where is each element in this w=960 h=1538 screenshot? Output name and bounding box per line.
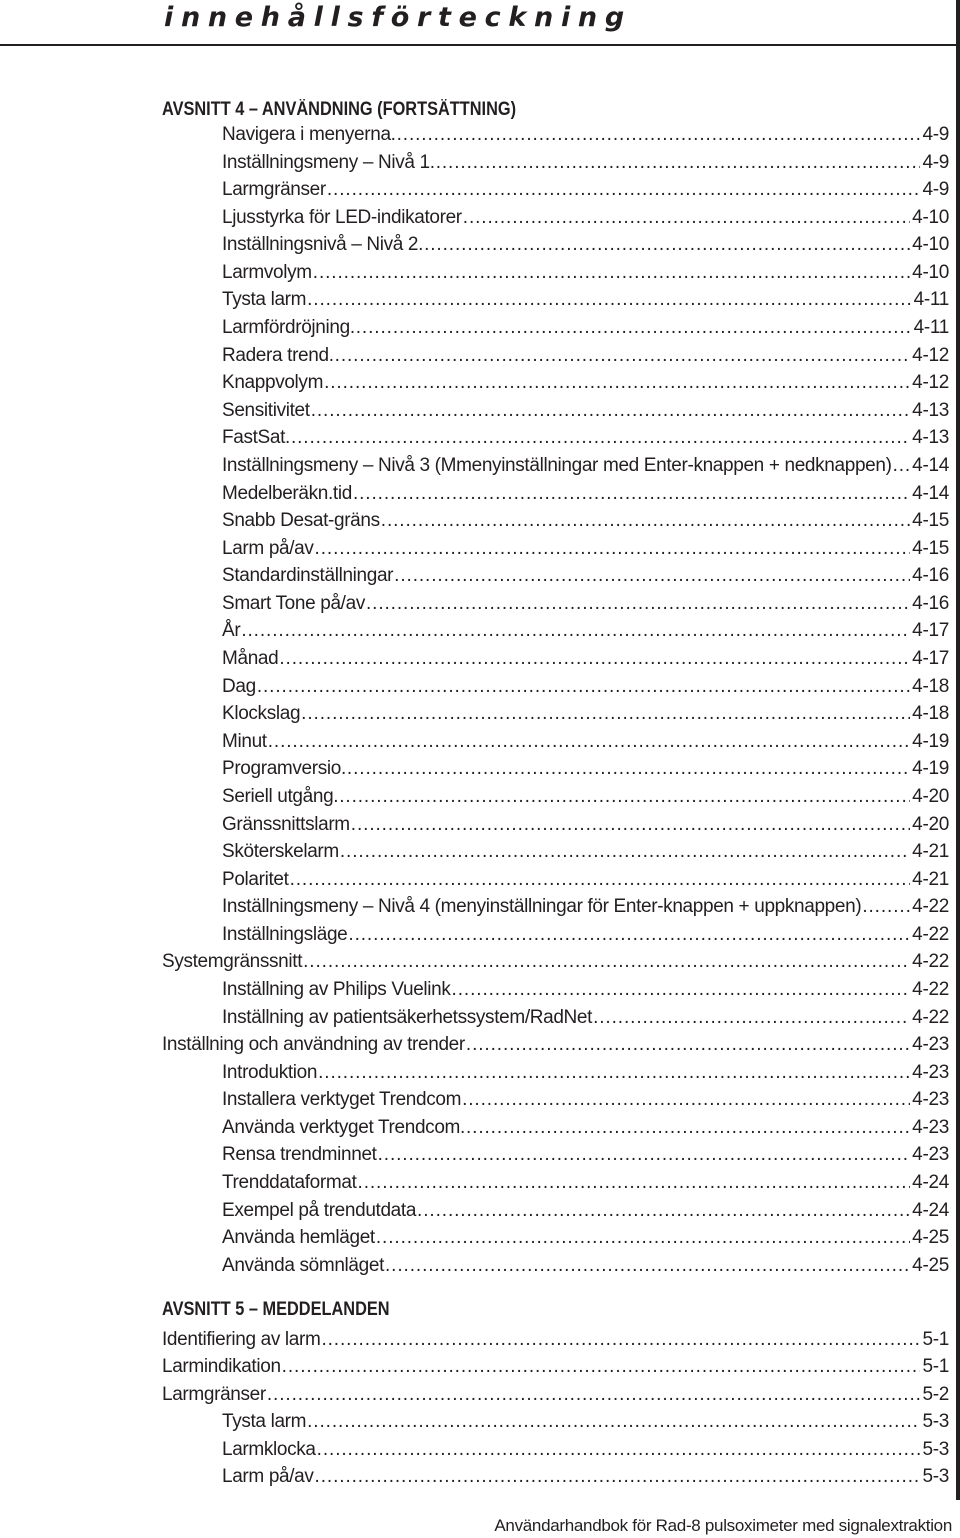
toc-entry-label: Radera trend. [222,344,334,366]
toc-entry-label: Identifiering av larm [162,1329,321,1350]
toc-entry-label: Programversio. [222,758,346,780]
toc-entry-page-number: 4-15 [912,510,949,532]
toc-dot-leader [315,1465,921,1489]
toc-entry[interactable] [222,619,949,643]
toc-dot-leader [356,316,912,340]
toc-entry-page-number: 4-22 [912,923,949,945]
toc-entry-label: Rensa trendminnet [222,1144,377,1166]
toc-entry-label: FastSat. [222,427,290,449]
toc-entry[interactable] [222,399,949,423]
toc-entry-page-number: 4-21 [912,868,949,890]
toc-dot-leader [417,1199,910,1223]
toc-entry-label: Systemgränssnitt [162,951,303,973]
toc-entry[interactable] [222,813,949,837]
header-rule [0,44,960,46]
toc-entry-page-number: 4-22 [912,978,949,1000]
toc-entry[interactable] [222,1254,949,1278]
toc-entry[interactable] [222,261,949,285]
toc-entry-label: Sensitivitet [222,399,310,421]
toc-entry-label: Introduktion [222,1061,318,1083]
toc-entry[interactable] [222,123,949,147]
toc-entry[interactable] [162,950,949,974]
toc-entry[interactable] [222,675,949,699]
toc-dot-leader [267,1383,921,1407]
toc-entry[interactable] [222,757,949,781]
toc-entry[interactable] [222,564,949,588]
toc-entry[interactable] [222,1465,949,1489]
toc-entry-page-number: 4-14 [912,454,949,476]
toc-entry-label: År [222,620,241,642]
toc-entry-page-number: 4-18 [912,703,949,725]
toc-entry-page-number: 5-3 [922,1411,949,1433]
toc-entry-page-number: 4-11 [913,289,949,311]
toc-entry-label: Installera verktyget Trendcom [222,1089,462,1111]
toc-entry-page-number: 5-1 [922,1329,949,1350]
toc-dot-leader [358,1171,911,1195]
toc-entry-page-number: 4-15 [912,537,949,559]
toc-dot-leader [397,123,921,147]
toc-dot-leader [268,730,910,754]
toc-dot-leader [378,1143,911,1167]
toc-entry-page-number: 5-3 [922,1466,949,1487]
toc-entry-page-number: 5-2 [922,1383,949,1405]
toc-entry-page-number: 4-23 [912,1116,949,1138]
toc-entry-label: Polaritet [222,868,289,890]
toc-entry-page-number: 4-22 [912,1006,949,1028]
toc-entry[interactable] [222,482,949,506]
toc-entry[interactable] [222,316,949,340]
toc-entry-page-number: 4-23 [912,1089,949,1111]
toc-entry-label: Larmklocka [222,1438,316,1460]
toc-entry-label: Larmvolym [222,261,312,283]
toc-entry-label: Inställning och användning av trender [162,1034,465,1056]
toc-entry-page-number: 4-22 [912,896,949,918]
toc-entry[interactable] [222,151,949,175]
toc-dot-leader [282,1355,921,1379]
toc-entry-label: Gränssnittslarm [222,813,350,835]
toc-entry-label: Inställningsmeny – Nivå 1. [222,151,435,173]
toc-section-heading: AVSNITT 5 – MEDDELANDEN [162,1299,390,1320]
toc-entry[interactable] [222,206,949,230]
toc-entry-label: Klockslag [222,703,301,725]
toc-entry[interactable] [222,1171,949,1195]
toc-entry-page-number: 4-21 [912,841,949,863]
toc-entry[interactable] [222,344,949,368]
toc-entry[interactable] [222,840,949,864]
toc-dot-leader [279,647,910,671]
toc-entry[interactable] [222,1116,949,1140]
toc-entry-label: Dag [222,675,256,697]
toc-entry-label: Larmindikation [162,1356,281,1378]
toc-entry[interactable] [222,1199,949,1223]
toc-dot-leader [303,950,910,974]
toc-entry[interactable] [162,1355,949,1379]
toc-entry-label: Inställningsmeny – Nivå 4 (menyinställningar för Enter-knappen + uppknappen) [222,896,862,918]
toc-entry-page-number: 4-14 [912,482,949,504]
toc-entry[interactable] [222,454,949,478]
toc-dot-leader [317,1438,921,1462]
toc-entry-page-number: 4-9 [922,151,949,173]
toc-entry-page-number: 4-20 [912,785,949,807]
toc-entry-page-number: 4-25 [912,1227,949,1249]
toc-dot-leader [257,675,910,699]
toc-entry[interactable] [222,426,949,450]
toc-entry-label: Använda sömnläget [222,1254,384,1276]
toc-dot-leader [321,1328,920,1352]
toc-dot-leader [424,233,910,257]
toc-entry-label: Snabb Desat-gräns [222,510,380,532]
toc-entry[interactable] [222,978,949,1002]
toc-entry[interactable] [222,1061,949,1085]
toc-entry[interactable] [222,1410,949,1434]
toc-entry-label: Inställningsläge [222,923,348,945]
toc-entry-page-number: 4-16 [912,592,949,614]
toc-entry-label: Ljusstyrka för LED-indikatorer [222,206,462,228]
toc-dot-leader [311,399,910,423]
toc-dot-leader [466,1116,910,1140]
toc-entry-page-number: 4-9 [922,124,949,145]
toc-entry-label: Standardinställningar [222,565,394,587]
toc-entry-label: Larmfördröjning. [222,317,355,339]
toc-dot-leader [381,509,910,533]
toc-dot-leader [307,288,911,312]
toc-entry-page-number: 4-23 [912,1061,949,1083]
toc-entry-label: Använda hemläget [222,1227,375,1249]
toc-entry-page-number: 4-11 [913,317,949,339]
toc-entry[interactable] [222,1006,949,1030]
toc-dot-leader [593,1006,910,1030]
toc-entry-page-number: 4-10 [912,206,949,228]
toc-entry-label: Sköterskelarm [222,841,339,863]
toc-entry-page-number: 4-16 [912,565,949,587]
toc-entry[interactable] [222,592,949,616]
toc-dot-leader [376,1226,910,1250]
toc-entry-page-number: 4-12 [912,372,949,394]
toc-entry-page-number: 4-23 [912,1144,949,1166]
toc-entry-label: Använda verktyget Trendcom. [222,1116,465,1138]
toc-entry[interactable] [222,702,949,726]
toc-dot-leader [462,1088,910,1112]
toc-section-heading: AVSNITT 4 – ANVÄNDNING (FORTSÄTTNING) [162,99,517,120]
toc-dot-leader [318,1061,910,1085]
toc-entry-page-number: 4-22 [912,951,949,973]
toc-entry-label: Inställningsnivå – Nivå 2. [222,234,424,256]
page-edge-bar [956,0,960,1500]
toc-entry-page-number: 4-17 [912,620,949,642]
toc-entry-page-number: 5-1 [922,1356,949,1378]
toc-dot-leader [241,619,910,643]
toc-dot-leader [862,895,910,919]
toc-entry[interactable] [162,1328,949,1352]
toc-entry[interactable] [222,1088,949,1112]
toc-entry-label: Exempel på trendutdata [222,1199,417,1221]
toc-dot-leader [327,178,921,202]
toc-entry-page-number: 4-23 [912,1034,949,1056]
toc-entry[interactable] [222,647,949,671]
page-footer: Användarhandbok för Rad-8 pulsoximeter med signalextraktion [494,1516,952,1535]
toc-dot-leader [348,923,910,947]
toc-entry-page-number: 5-3 [922,1438,949,1460]
toc-dot-leader [385,1254,910,1278]
toc-entry-label: Larm på/av [222,1466,314,1487]
toc-dot-leader [290,868,911,892]
toc-entry[interactable] [222,1438,949,1462]
toc-entry-label: Larmgränser [162,1383,266,1405]
toc-entry[interactable] [222,1143,949,1167]
toc-dot-leader [339,785,910,809]
toc-dot-leader [466,1033,910,1057]
toc-entry-label: Tysta larm [222,1411,307,1433]
toc-dot-leader [893,454,911,478]
toc-entry-label: Knappvolym [222,372,324,394]
toc-entry-page-number: 4-13 [912,399,949,421]
toc-entry[interactable] [162,1383,949,1407]
toc-dot-leader [301,702,910,726]
toc-dot-leader [394,564,910,588]
toc-entry-label: Larmgränser [222,179,326,201]
toc-dot-leader [313,261,910,285]
page-title: innehållsförteckning [164,2,632,33]
toc-entry[interactable] [222,371,949,395]
toc-entry-label: Larm på/av [222,537,314,559]
toc-dot-leader [307,1410,920,1434]
toc-entry[interactable] [162,1033,949,1057]
toc-entry[interactable] [222,730,949,754]
toc-entry-page-number: 4-19 [912,758,949,780]
toc-entry-label: Inställning av patientsäkerhetssystem/RadNet [222,1006,593,1028]
toc-entry-label: Medelberäkn.tid [222,482,352,504]
toc-dot-leader [463,206,910,230]
toc-entry[interactable] [222,509,949,533]
toc-entry-page-number: 4-10 [912,261,949,283]
toc-entry-label: Inställningsmeny – Nivå 3 (Mmenyinställningar med Enter-knappen + nedknappen) [222,454,892,476]
toc-entry-page-number: 4-24 [912,1199,949,1221]
toc-dot-leader [351,813,910,837]
toc-dot-leader [436,151,921,175]
toc-dot-leader [340,840,910,864]
toc-entry-label: Seriell utgång. [222,785,339,807]
toc-entry-page-number: 4-19 [912,730,949,752]
toc-entry-label: Smart Tone på/av [222,592,365,614]
toc-entry[interactable] [222,868,949,892]
toc-entry-page-number: 4-12 [912,344,949,366]
toc-entry-page-number: 4-24 [912,1172,949,1194]
toc-entry[interactable] [222,1226,949,1250]
toc-entry-label: Minut [222,730,267,752]
toc-dot-leader [335,344,911,368]
toc-entry[interactable] [222,923,949,947]
toc-entry[interactable] [222,178,949,202]
toc-entry[interactable] [222,785,949,809]
toc-entry[interactable] [222,233,949,257]
toc-entry-page-number: 4-17 [912,648,949,670]
toc-entry-page-number: 4-25 [912,1254,949,1276]
toc-entry-label: Inställning av Philips Vuelink [222,978,451,1000]
toc-entry-label: Navigera i menyerna. [222,124,396,145]
toc-dot-leader [347,757,910,781]
toc-dot-leader [366,592,910,616]
toc-dot-leader [315,537,911,561]
toc-entry-page-number: 4-9 [922,179,949,201]
toc-entry[interactable] [222,288,949,312]
toc-entry-page-number: 4-13 [912,427,949,449]
toc-dot-leader [353,482,910,506]
toc-entry-label: Månad [222,648,279,670]
toc-entry[interactable] [222,537,949,561]
toc-entry[interactable] [222,895,949,919]
toc-entry-page-number: 4-20 [912,813,949,835]
toc-entry-label: Trenddataformat [222,1172,357,1194]
toc-dot-leader [452,978,911,1002]
toc-entry-page-number: 4-10 [912,234,949,256]
toc-dot-leader [291,426,910,450]
toc-entry-page-number: 4-18 [912,675,949,697]
toc-dot-leader [324,371,910,395]
toc-entry-label: Tysta larm [222,289,307,311]
